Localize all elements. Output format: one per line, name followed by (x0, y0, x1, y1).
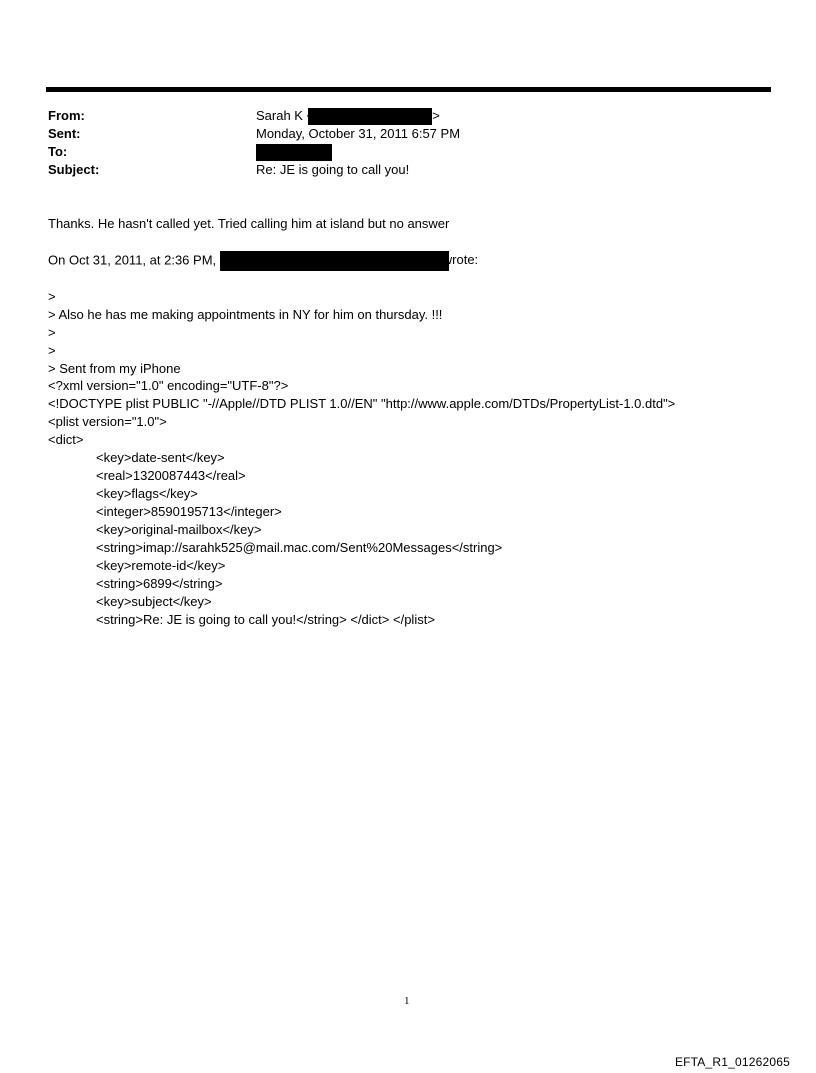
xml-indented-line: <integer>8590195713</integer> (96, 504, 282, 519)
from-email-close: > (432, 108, 440, 123)
quoted-line: > (48, 325, 56, 340)
quoted-line: > (48, 343, 56, 358)
xml-line: <dict> (48, 432, 84, 447)
sent-value: Monday, October 31, 2011 6:57 PM (256, 126, 461, 141)
xml-indented-line: <key>date-sent</key> (96, 450, 225, 465)
redacted-email (308, 108, 432, 125)
redacted-recipient (256, 144, 332, 161)
to-value (256, 143, 332, 161)
subject-label: Subject: (48, 162, 100, 177)
from-name: Sarah K (256, 108, 303, 123)
quoted-line: > (48, 289, 56, 304)
quote-intro-prefix: On Oct 31, 2011, at 2:36 PM, (48, 252, 217, 268)
xml-line: <plist version="1.0"> (48, 414, 167, 429)
xml-indented-line: <string>imap://sarahk525@mail.mac.com/Sent%20Messages</string> (96, 540, 503, 555)
header-rule (46, 87, 771, 92)
page-number: 1 (404, 995, 410, 1007)
xml-line: <?xml version="1.0" encoding="UTF-8"?> (48, 378, 289, 393)
xml-line: <!DOCTYPE plist PUBLIC "-//Apple//DTD PLIST 1.0//EN" "http://www.apple.com/DTDs/PropertyList-1.0.dtd"> (48, 396, 676, 411)
to-label: To: (48, 144, 68, 159)
xml-indented-line: <key>remote-id</key> (96, 558, 226, 573)
from-value (256, 107, 440, 125)
quote-intro (48, 251, 478, 271)
xml-indented-line: <key>flags</key> (96, 486, 198, 501)
subject-value: Re: JE is going to call you! (256, 162, 410, 177)
xml-indented-line: <key>subject</key> (96, 594, 212, 609)
quoted-line: > Also he has me making appointments in NY for him on thursday. !!! (48, 307, 443, 322)
xml-indented-line: <string>6899</string> (96, 576, 223, 591)
from-label: From: (48, 108, 85, 123)
sent-label: Sent: (48, 126, 81, 141)
reply-text: Thanks. He hasn't called yet. Tried calling him at island but no answer (48, 216, 450, 231)
xml-indented-line: <string>Re: JE is going to call you!</string> </dict> </plist> (96, 612, 435, 627)
quote-intro-suffix: wrote: (442, 252, 479, 268)
xml-indented-line: <real>1320087443</real> (96, 468, 246, 483)
redacted-sender (220, 251, 449, 271)
quoted-line: > Sent from my iPhone (48, 361, 181, 376)
xml-indented-line: <key>original-mailbox</key> (96, 522, 262, 537)
document-id: EFTA_R1_01262065 (674, 1055, 790, 1069)
